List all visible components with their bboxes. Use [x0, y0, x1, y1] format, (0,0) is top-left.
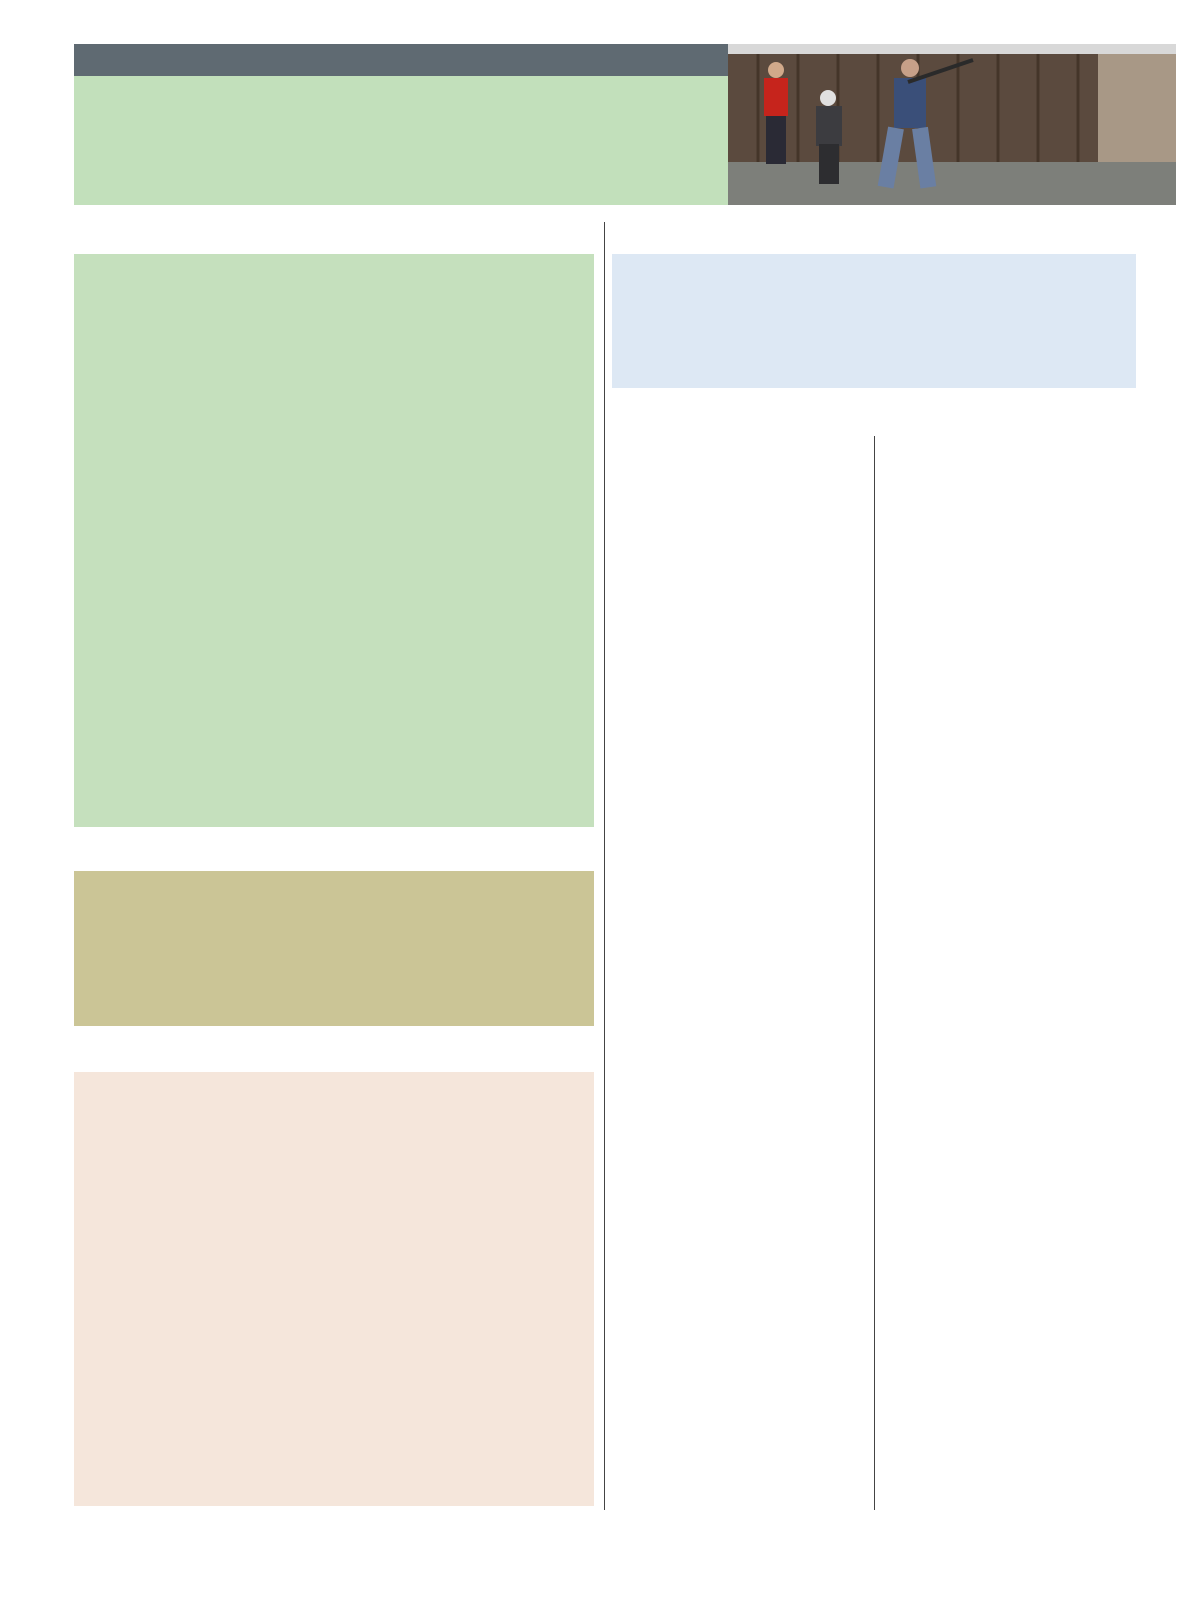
top100-table: [74, 1072, 594, 1506]
upcoming-right-column: [882, 0, 1136, 1606]
state-shoots-table: [74, 254, 594, 827]
upcoming-left-column: [612, 0, 868, 1606]
column-divider: [604, 222, 605, 1510]
zone-shoots-table: [74, 871, 594, 1026]
upcoming-column-divider: [874, 436, 875, 1510]
